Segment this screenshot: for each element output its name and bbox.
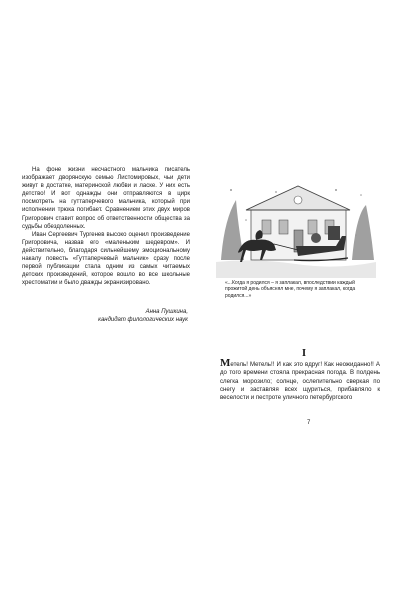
epigraph: «...Когда я родился – я заплакал, впоследствии каждый прожитой день объяснял мне, почему я заплакал, когда родился...» [225, 280, 356, 299]
sleigh-illustration [216, 180, 376, 278]
signature-name: Анна Пушкина, [145, 309, 188, 315]
chapter-number: I [301, 347, 307, 359]
signature [28, 308, 188, 324]
right-page [200, 0, 400, 600]
intro-paragraph-1: На фоне жизни несчастного мальчика писатель изображает дворянскую семью Листомировых, чьи дети живут в достатке, материнской любви и ласке. У них есть детство! И вот однажды они отправляются в цирк посмотреть на гуттаперчевого мальчика, который при исполнении трюка погибает. Сравнением этих двух миров Григорович ставит вопрос об ответственности общества за судьбы обездоленных. [22, 167, 190, 230]
intro-paragraph-2: Иван Сергеевич Тургенев высоко оценил произведение Григоровича, назвав его «маленьким шедевром». И действительно, благодаря сильнейшему эмоциональному накалу повесть «Гуттаперчевый мальчик» сразу после первой публикации стала одним из самых читаемых детских произведений, которое вошло во все школьные хрестоматии и было дважды экранизировано. [22, 231, 190, 287]
intro-text [22, 166, 190, 287]
signature-title: кандидат филологических наук [98, 317, 188, 323]
page-number: 7 [307, 420, 311, 426]
chapter-text [220, 359, 380, 402]
chapter-body: етель! Метель!! И как это вдруг! Как неожиданно!! А до того времени стояла прекрасная погода. В полдень слегка морозило; солнце, ослепительно сверкая по снегу и заставляя всех щуриться, прибавляло к веселости и пестроте уличного петербургского [220, 361, 380, 402]
drop-cap: М [220, 357, 231, 369]
